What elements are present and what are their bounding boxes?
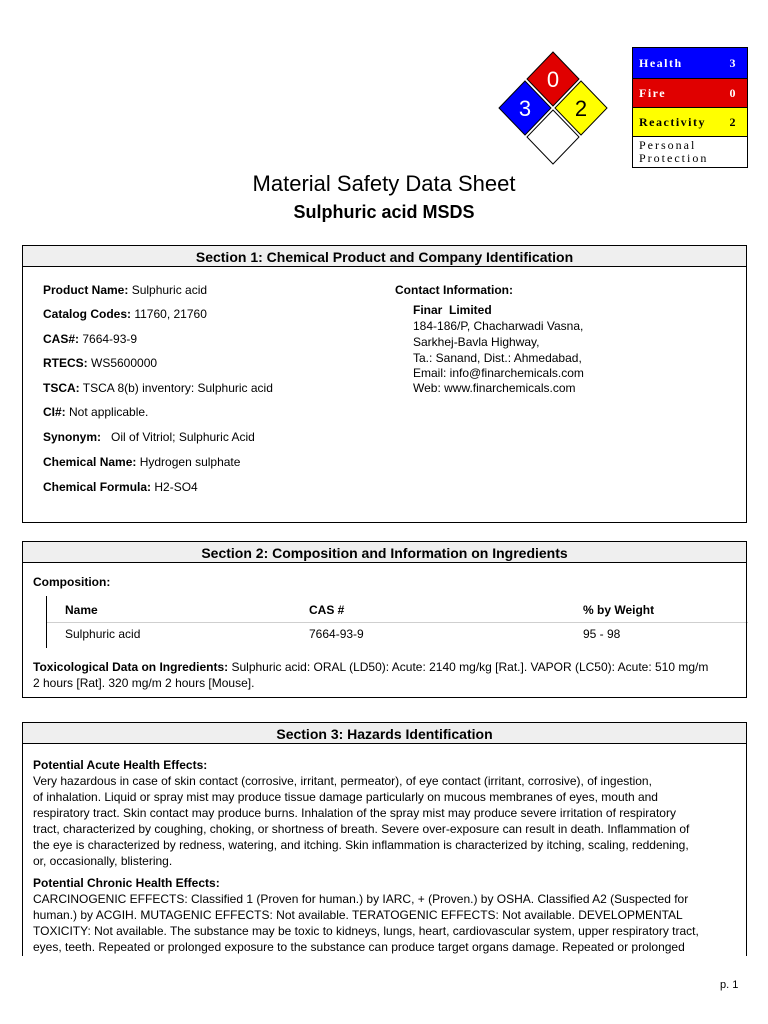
field-value: Sulphuric acid [128, 283, 208, 297]
field-value: Hydrogen sulphate [136, 455, 241, 469]
field-label: CAS#: [43, 332, 80, 346]
reactivity-label: Reactivity [639, 114, 706, 129]
field-value: TSCA 8(b) inventory: Sulphuric acid [79, 381, 273, 395]
chronic-line: eyes, teeth. Repeated or prolonged exposure to the substance can produce target organs damage. Repeated or prolonged [33, 940, 685, 954]
ppe-label-line1: Personal [639, 138, 697, 152]
health-label: Health [639, 55, 683, 70]
composition-table [46, 596, 748, 648]
field-ci [43, 405, 148, 419]
field-value: 11760, 21760 [131, 307, 207, 321]
nfpa-reactivity-value: 2 [574, 96, 588, 121]
address-line-3: Ta.: Sanand, Dist.: Ahmedabad, [413, 351, 582, 365]
field-value: WS5600000 [87, 356, 158, 370]
chronic-effects-label: Potential Chronic Health Effects: [33, 876, 220, 890]
nfpa-hazard-diamond [498, 50, 608, 166]
health-value: 3 [729, 55, 737, 70]
address-line-1: 184-186/P, Chacharwadi Vasna, [413, 319, 584, 333]
acute-line: the eye is characterized by redness, watering, and itching. Skin inflammation is characterized by itching, scaling, reddening, [33, 838, 689, 852]
field-rtecs [43, 356, 157, 370]
field-label: Catalog Codes: [43, 307, 132, 321]
cell-name: Sulphuric acid [65, 627, 141, 641]
composition-table-header [47, 596, 748, 622]
section-2-heading: Section 2: Composition and Information on Ingredients [22, 541, 747, 563]
composition-label: Composition: [33, 575, 111, 589]
table-row [47, 622, 748, 645]
field-label: Product Name: [43, 283, 129, 297]
section-1-heading: Section 1: Chemical Product and Company Identification [22, 245, 747, 267]
field-value: 7664-93-9 [79, 332, 138, 346]
acute-line: respiratory tract. Skin contact may produce burns. Inhalation of the spray mist may produce severe irritation of respiratory [33, 806, 676, 820]
company-name: Finar Limited [413, 303, 492, 317]
document-title: Material Safety Data Sheet [252, 171, 516, 196]
section-3-heading: Section 3: Hazards Identification [22, 722, 747, 744]
field-label: Chemical Formula: [43, 480, 152, 494]
personal-protection-row [633, 137, 747, 167]
ppe-label-line2: Protection [639, 151, 709, 165]
chronic-line: TOXICITY: Not available. The substance may be toxic to kidneys, lungs, heart, cardiovascular system, upper respiratory tract, [33, 924, 699, 938]
section-2-right-border [746, 563, 747, 698]
fire-rating-row [633, 79, 747, 108]
section-3-right-border [746, 744, 747, 956]
page-number: p. 1 [720, 979, 739, 991]
field-label: Synonym: [43, 430, 102, 444]
field-chemical-formula [43, 480, 198, 494]
tox-text-line-2: 2 hours [Rat]. 320 mg/m 2 hours [Mouse]. [33, 676, 255, 690]
field-label: Chemical Name: [43, 455, 137, 469]
field-label: TSCA: [43, 381, 80, 395]
hazard-rating-table [632, 47, 748, 168]
toxicological-data [33, 659, 747, 691]
column-header-name: Name [65, 603, 98, 617]
fire-value: 0 [729, 85, 737, 100]
health-rating-row [633, 48, 747, 79]
field-value: Not applicable. [65, 405, 149, 419]
field-label: RTECS: [43, 356, 88, 370]
acute-effects-label: Potential Acute Health Effects: [33, 758, 208, 772]
contact-website: Web: www.finarchemicals.com [413, 381, 576, 395]
field-catalog-codes [43, 307, 207, 321]
address-line-2: Sarkhej-Bavla Highway, [413, 335, 540, 349]
field-tsca [43, 381, 273, 395]
nfpa-health-value: 3 [518, 96, 532, 121]
field-product-name [43, 283, 207, 297]
nfpa-fire-value: 0 [546, 67, 560, 92]
contact-email: Email: info@finarchemicals.com [413, 366, 584, 380]
section-3-left-border [22, 744, 23, 956]
reactivity-value: 2 [729, 114, 737, 129]
tox-text-line-1: Sulphuric acid: ORAL (LD50): Acute: 2140 mg/kg [Rat.]. VAPOR (LC50): Acute: 510 mg/m [228, 660, 709, 674]
cell-cas: 7664-93-9 [309, 627, 364, 641]
field-chemical-name [43, 455, 240, 469]
acute-line: Very hazardous in case of skin contact (corrosive, irritant, permeator), of eye contact (irritant, corrosive), of ingestion, [33, 774, 652, 788]
acute-line: of inhalation. Liquid or spray mist may produce tissue damage particularly on mucous membranes of eyes, mouth and [33, 790, 658, 804]
contact-information-label: Contact Information: [395, 283, 513, 297]
chronic-line: human.) by ACGIH. MUTAGENIC EFFECTS: Not available. TERATOGENIC EFFECTS: Not available. DEVELOPMENTAL [33, 908, 683, 922]
field-cas [43, 332, 137, 346]
section-2-left-border [22, 563, 23, 698]
acute-line: tract, characterized by coughing, choking, or shortness of breath. Severe over-exposure can result in death. Inflammation of [33, 822, 690, 836]
cell-weight: 95 - 98 [583, 627, 621, 641]
chronic-line: CARCINOGENIC EFFECTS: Classified 1 (Proven for human.) by IARC, + (Proven.) by OSHA. Classified A2 (Suspected for [33, 892, 689, 906]
section-2-bottom-border [22, 697, 747, 698]
field-synonym [43, 430, 255, 444]
tox-label: Toxicological Data on Ingredients: [33, 660, 229, 674]
field-value: H2-SO4 [151, 480, 198, 494]
field-label: CI#: [43, 405, 66, 419]
chronic-health-effects [33, 875, 743, 955]
fire-label: Fire [639, 85, 667, 100]
acute-health-effects [33, 757, 743, 869]
acute-line: or, occasionally, blistering. [33, 854, 173, 868]
reactivity-rating-row [633, 108, 747, 137]
document-subtitle: Sulphuric acid MSDS [293, 202, 475, 222]
column-header-weight: % by Weight [583, 603, 655, 617]
column-header-cas: CAS # [309, 603, 345, 617]
field-value: Oil of Vitriol; Sulphuric Acid [101, 430, 255, 444]
section-1-body [22, 267, 747, 523]
